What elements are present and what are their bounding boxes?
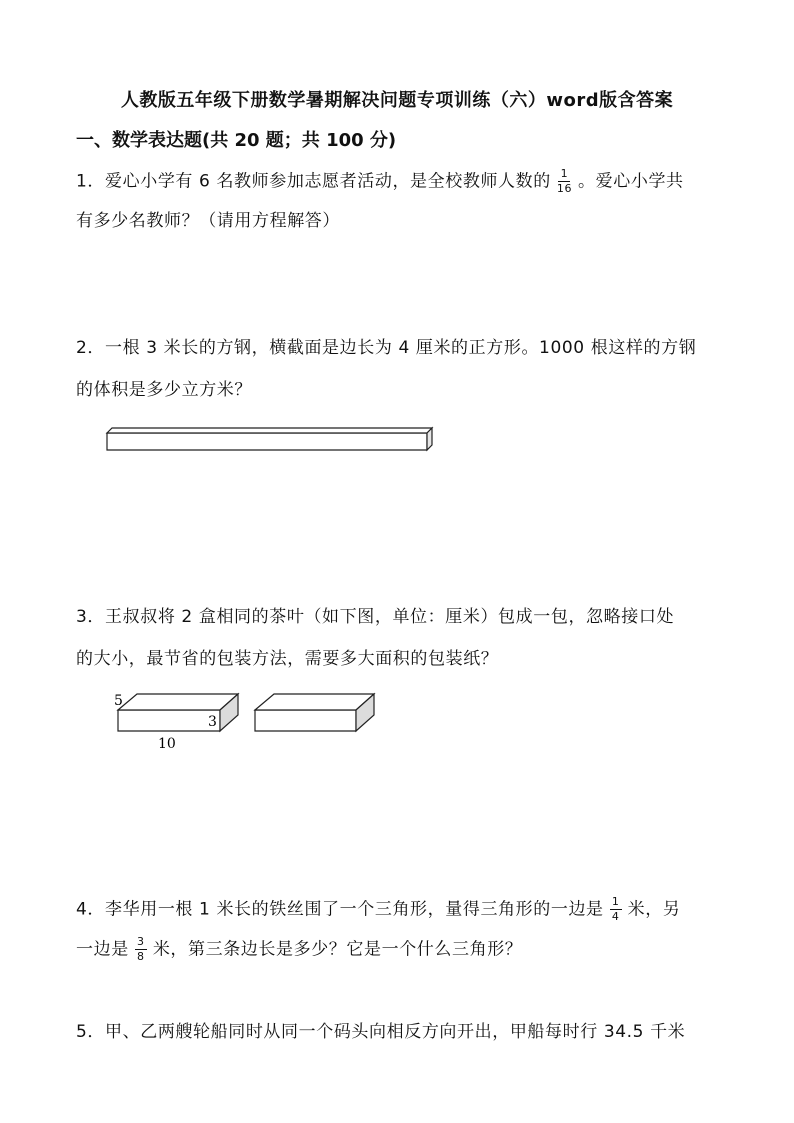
question-1-line-2: 有多少名教师？（请用方程解答） bbox=[76, 211, 340, 231]
document-title: 人教版五年级下册数学暑期解决问题专项训练（六）word版含答案 bbox=[120, 90, 674, 111]
question-5-line-1: 5．甲、乙两艘轮船同时从同一个码头向相反方向开出，甲船每时行 34.5 千米 bbox=[76, 1022, 686, 1042]
steel-bar-figure bbox=[100, 424, 440, 456]
fraction bbox=[135, 936, 147, 963]
question-4-line-1 bbox=[76, 896, 680, 923]
question-1-text-after: 。爱心小学共 bbox=[578, 171, 684, 192]
question-1-line-1 bbox=[76, 168, 684, 195]
fraction-denominator: 16 bbox=[556, 182, 573, 195]
fraction bbox=[610, 896, 622, 923]
question-2-line-1: 2．一根 3 米长的方钢，横截面是边长为 4 厘米的正方形。1000 根这样的方钢 bbox=[76, 338, 697, 358]
question-3-line-1: 3．王叔叔将 2 盒相同的茶叶（如下图，单位：厘米）包成一包，忽略接口处 bbox=[76, 607, 675, 627]
question-4-text-after-2: 米，第三条边长是多少？它是一个什么三角形？ bbox=[152, 939, 523, 960]
question-4-text-after: 米，另 bbox=[627, 899, 681, 920]
section-heading: 一、数学表达题(共 20 题；共 100 分) bbox=[76, 130, 397, 151]
question-2-line-2: 的体积是多少立方米？ bbox=[76, 380, 252, 400]
tea-box-2 bbox=[255, 694, 374, 731]
question-4-text-before: 4．李华用一根 1 米长的铁丝围了一个三角形，量得三角形的一边是 bbox=[76, 899, 604, 920]
box-length-label: 10 bbox=[158, 736, 176, 752]
fraction-numerator: 3 bbox=[137, 935, 145, 948]
question-4-text-before-2: 一边是 bbox=[76, 939, 129, 960]
fraction-denominator: 8 bbox=[137, 950, 145, 963]
fraction bbox=[557, 168, 572, 195]
box-height-label: 5 bbox=[114, 693, 123, 709]
fraction-numerator: 1 bbox=[560, 167, 569, 180]
fraction-numerator: 1 bbox=[611, 895, 620, 908]
box-width-label: 3 bbox=[208, 714, 217, 730]
question-3-line-2: 的大小，最节省的包装方法，需要多大面积的包装纸？ bbox=[76, 649, 499, 669]
fraction-denominator: 4 bbox=[611, 910, 620, 923]
tea-box-1 bbox=[114, 693, 238, 752]
tea-boxes-figure bbox=[108, 688, 388, 752]
question-1-text-before: 1．爱心小学有 6 名教师参加志愿者活动，是全校教师人数的 bbox=[76, 171, 551, 192]
question-4-line-2 bbox=[76, 936, 522, 963]
